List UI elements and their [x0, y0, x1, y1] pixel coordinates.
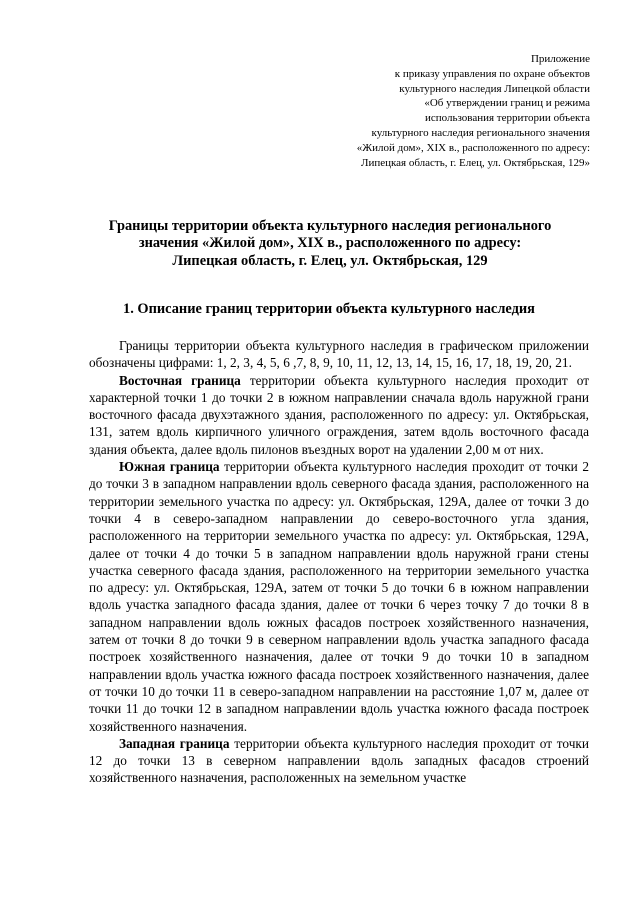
title-line: значения «Жилой дом», XIX в., расположенного по адресу: — [138, 235, 522, 252]
paragraph-text: территории объекта культурного наследия проходит от точки 2 до точки 3 в западном направлении вдоль северного фасада здания, расположенного на территории земельного участка по адресу: ул. Октябрьская, 129А, далее от точки 3 до точки 4 в северо-западном направлении до северо-восточного угла здания, расположенного на территории земельного участка по адресу: ул. Октябрьская, 129А, далее от точки 4 до точки 5 в западном направлении вдоль наружной грани стены участка северного фасада здания, расположенного на территории земельного участка по адресу: ул. Октябрьская, 129А, затем от точки 5 до точки 6 в южном направлении вдоль участка западного фасада здания, далее от точки 6 через точку 7 до точки 8 в западном направлении вдоль южных фасадов построек хозяйственного назначения, затем от точки 8 до точки 9 в северном направлении вдоль участка западного фасада построек хозяйственного назначения, далее от точки 9 до точки 10 в западном направлении вдоль участка южного фасада построек хозяйственного назначения, далее от точки 10 до точки 11 в северо-западном направлении на расстояние 1,07 м, далее от точки 11 до точки 12 в западном направлении вдоль участка южного фасада построек хозяйственного назначения. — [89, 459, 589, 734]
appendix-line: Приложение — [530, 53, 590, 65]
paragraph-intro — [89, 337, 589, 372]
paragraph-south-boundary — [89, 458, 589, 735]
paragraph-lead: Южная граница — [119, 459, 220, 475]
paragraph-lead: Восточная граница — [119, 372, 241, 388]
title-line: Липецкая область, г. Елец, ул. Октябрьская, 129 — [172, 252, 488, 269]
appendix-line: к приказу управления по охране объектов — [394, 67, 590, 80]
paragraph-text: территории объекта культурного наследия проходит от характерной точки 1 до точки 2 в южном направлении сначала вдоль наружной грани восточного фасада двухэтажного здания, расположенного по адресу: ул. Октябрьская, 131, затем вдоль кирпичного уличного ограждения, затем вдоль восточного фасада здания объекта, далее вдоль пилонов въездных ворот на удалении 2,00 м от них. — [89, 372, 590, 457]
paragraph-east-boundary — [89, 372, 589, 458]
appendix-line: «Жилой дом», XIX в., расположенного по адресу: — [356, 141, 590, 154]
document-title — [70, 218, 590, 270]
appendix-line: «Об утверждении границ и режима — [424, 97, 590, 110]
paragraph-text: Границы территории объекта культурного наследия в графическом приложении обозначены цифрами: 1, 2, 3, 4, 5, 6 ,7, 8, 9, 10, 11, 12, 13, 14, 15, 16, 17, 18, 19, 20, 21. — [89, 338, 589, 371]
appendix-line: культурного наследия регионального значения — [371, 126, 590, 139]
body-text — [89, 337, 589, 787]
paragraph-west-boundary — [89, 735, 589, 787]
appendix-line: культурного наследия Липецкой области — [399, 82, 590, 95]
section-heading: 1. Описание границ территории объекта культурного наследия — [123, 301, 535, 317]
appendix-line: Липецкая область, г. Елец, ул. Октябрьская, 129» — [360, 156, 590, 169]
title-line: Границы территории объекта культурного наследия регионального — [108, 218, 552, 234]
paragraph-lead: Западная граница — [119, 735, 230, 751]
appendix-header — [290, 52, 590, 170]
paragraph-text: территории объекта культурного наследия проходит от точки 12 до точки 13 в северном направлении вдоль западных фасадов строений хозяйственного назначения, расположенных на земельном участке — [89, 735, 589, 786]
appendix-line: использования территории объекта — [425, 112, 590, 125]
